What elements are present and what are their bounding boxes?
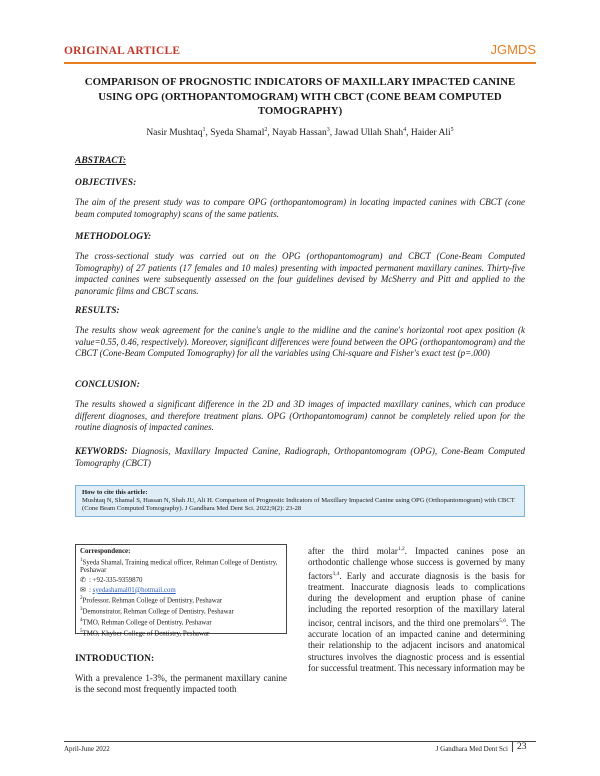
author-list [64, 127, 536, 138]
affiliation: $^2$Professor, Rehman College of Dentistry, Peshawar [80, 596, 223, 605]
conclusion-heading: CONCLUSION: [75, 380, 140, 390]
affiliation: $^4$TMO, Rehman College of Dentistry, Peshawar [80, 618, 212, 627]
journal-logo: JGMDS [490, 42, 536, 57]
methodology-text: The cross-sectional study was carried out on the OPG (orthopantomogram) and CBCT (Cone-Beam Computed Tomography) of 27 patients (17 females and 10 males) presenting with impacted permanent maxillary canines. Thirty-five impacted canines were subsequently assessed on the four guidelines devised by McSherry and Pitt and applied to the panoramic films and CBCT scans. [75, 251, 525, 296]
page-number: 23 [512, 742, 527, 752]
introduction-text-left: With a prevalence 1-3%, the permanent maxillary canine is the second most frequently impacted tooth [75, 673, 287, 695]
citation-box [75, 485, 525, 517]
correspondence-heading: Correspondence: [80, 548, 131, 555]
author: Haider Ali$^5$ [410, 127, 454, 139]
email-icon: ✉ [80, 585, 86, 594]
introduction-text-right: after the third molar$^{1,2}$. Impacted canines pose an orthodontic challenge whose success is governed by many factors$^{3,4}$. Early and accurate diagnosis is the basis for treatment. Inaccurate diagnosis leads to complications during the development and eruption phase of canine including the reported resorption of the maxillary lateral incisor, central incisors, and the third one premolars$^{5,6}$. The accurate location of an impacted canine and determining their relationship to the adjacent incisors and anatomical structures involves the diagnostic process and is essential for successful treatment. This necessary information may be [308, 546, 525, 673]
footer-issue: April-June 2022 [64, 745, 110, 753]
author: Nasir Mushtaq$^1$, [146, 127, 211, 139]
introduction-heading: INTRODUCTION: [75, 654, 155, 664]
citation-text: Mushtaq N, Shamal S, Hassan N, Shah JU, Ali H. Comparison of Prognostic Indicators of Maxillary Impacted Canine using OPG (Orthopantomogram) with CBCT (Cone Beam Computed Tomography). J Gandhara Med Dent Sci. 2022;9(2): 23-28 [82, 497, 515, 513]
affiliation: $^3$Demonstrator, Rehman College of Dentistry, Peshawar [80, 607, 234, 616]
correspondence-box [75, 544, 287, 638]
citation-heading: How to cite this article: [82, 489, 148, 496]
correspondence-phone: ✆ : +92-335-9359870 [80, 576, 143, 585]
author: Jawad Ullah Shah$^4$, [334, 127, 411, 139]
methodology-heading: METHODOLOGY: [75, 232, 152, 242]
conclusion-text: The results showed a significant difference in the 2D and 3D images of impacted maxillary canines, which can produce different diagnoses, and therefore treatment plans. OPG (Orthopantomogram) cannot be completely relied upon for the routine diagnosis of impacted canines. [75, 399, 525, 433]
results-text: The results show weak agreement for the canine's angle to the midline and the canine's horizontal root apex position (k value=0.55, 0.46, respectively). Moreover, significant differences were found between the OPG (orthopantomogram) and the CBCT (Cone-Beam Computed Tomography) for all the variables using Chi-square and Fisher's exact test (p=.000) [75, 325, 525, 359]
author: Nayab Hassan$^3$, [272, 127, 335, 139]
affiliation: $^5$TMO, Khyber College of Dentistry, Peshawar [80, 628, 210, 638]
footer-divider [64, 741, 536, 742]
keywords [75, 446, 525, 469]
objectives-heading: OBJECTIVES: [75, 178, 137, 188]
header-divider [64, 62, 536, 64]
article-type-label: ORIGINAL ARTICLE [64, 45, 181, 57]
correspondence-email: ✉ : syedashamal01@hotmail.com [80, 585, 176, 594]
email-link[interactable]: syedashamal01@hotmail.com [92, 586, 176, 594]
keywords-label: KEYWORDS: [75, 446, 128, 456]
results-heading: RESULTS: [75, 306, 120, 316]
keywords-text: Diagnosis, Maxillary Impacted Canine, Radiograph, Orthopantomogram (OPG), Cone-Beam Computed Tomography (CBCT) [75, 446, 526, 468]
article-title: COMPARISON OF PROGNOSTIC INDICATORS OF MAXILLARY IMPACTED CANINE USING OPG (ORTHOPANTOMOGRAM) WITH CBCT (CONE BEAM COMPUTED TOMOGRAPHY) [84, 76, 516, 117]
author: Syeda Shamal$^2$, [210, 127, 273, 139]
phone-icon: ✆ [80, 576, 86, 585]
objectives-text: The aim of the present study was to compare OPG (orthopantomogram) in locating impacted canines with CBCT (cone beam computed tomography) scans of the same patients. [75, 197, 525, 219]
footer-journal: J Gandhara Med Dent Sci [435, 745, 508, 753]
correspondence-author: $^1$Syeda Shamal, Training medical officer, Rehman College of Dentistry, Peshawar [80, 557, 278, 575]
abstract-heading: ABSTRACT: [75, 156, 127, 166]
